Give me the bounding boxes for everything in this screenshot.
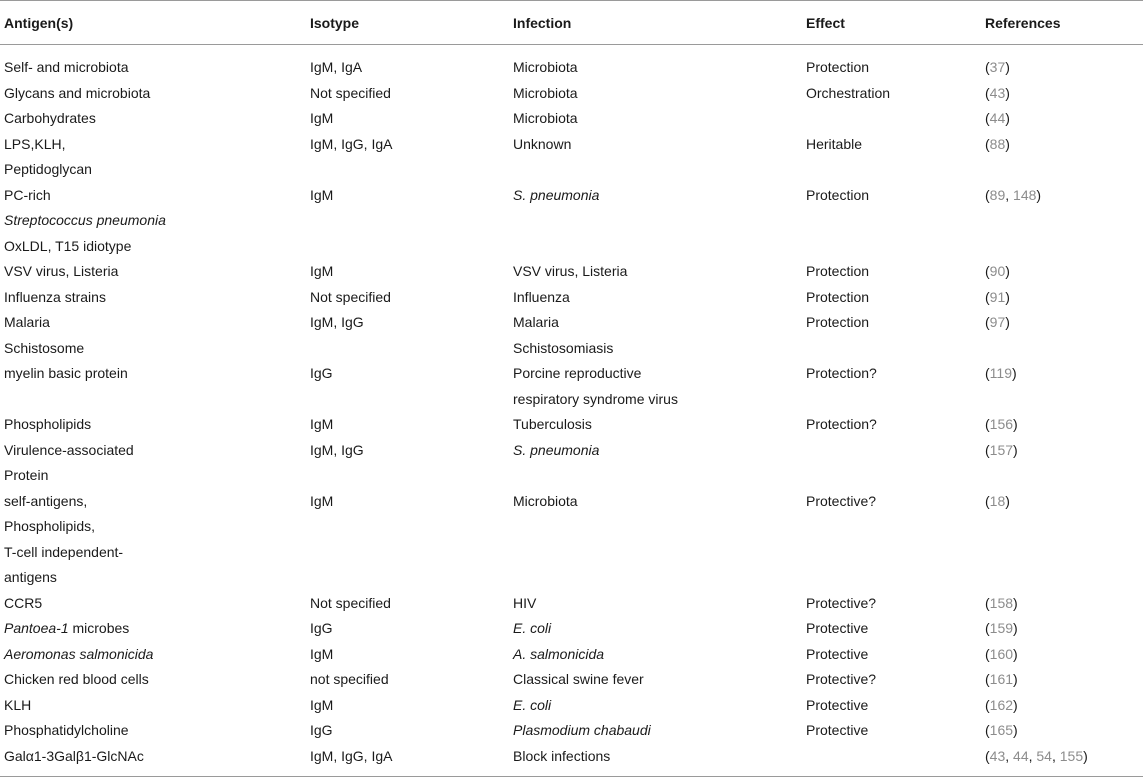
cell-infection — [509, 744, 802, 777]
cell-infection — [509, 132, 802, 183]
antigen-line: VSV virus, Listeria — [4, 263, 119, 279]
reference-link[interactable]: 155 — [1059, 747, 1084, 764]
antigen-line: Glycans and microbiota — [4, 84, 151, 101]
cell-antigen — [0, 718, 306, 744]
infection-line: VSV virus, Listeria — [513, 263, 628, 279]
reference-link[interactable]: 119 — [989, 365, 1012, 381]
cell-antigen — [0, 591, 306, 617]
cell-effect: Protection — [806, 186, 870, 203]
reference-link[interactable]: 90 — [989, 263, 1006, 279]
reference-link[interactable]: 160 — [989, 645, 1014, 662]
cell-antigen — [0, 285, 306, 311]
antigen-line: KLH — [4, 696, 32, 713]
antigen-line: Galα1-3Galβ1-GlcNAc — [4, 747, 144, 764]
antigen-line: T-cell independent- — [4, 543, 124, 560]
antigen-line: Protein — [4, 467, 49, 483]
cell-infection — [509, 81, 802, 107]
infection-line: A. salmonicida — [513, 645, 605, 662]
infection-line: Plasmodium chabaudi — [513, 722, 651, 738]
table-header — [0, 1, 1143, 45]
antigen-line: Streptococcus pneumonia — [4, 212, 166, 228]
cell-isotype: Not specified — [310, 288, 391, 305]
cell-effect: Protective? — [806, 671, 877, 687]
infection-line: Block infections — [513, 747, 611, 764]
cell-antigen — [0, 81, 306, 107]
cell-infection — [509, 489, 802, 591]
reference-link[interactable]: 91 — [989, 288, 1006, 305]
reference-link[interactable]: 97 — [989, 314, 1006, 330]
header-row — [0, 1, 1143, 45]
cell-references: (158) — [985, 594, 1018, 611]
cell-effect: Protection? — [806, 416, 877, 432]
antigen-line: Carbohydrates — [4, 110, 96, 126]
cell-effect: Protective — [806, 722, 869, 738]
cell-infection — [509, 285, 802, 311]
table-row — [0, 285, 1143, 311]
reference-link[interactable]: 162 — [989, 696, 1014, 713]
antigen-line: Aeromonas salmonicida — [4, 645, 154, 662]
cell-isotype: IgM, IgG — [310, 314, 364, 330]
cell-isotype: IgG — [310, 620, 333, 636]
cell-antigen — [0, 132, 306, 183]
antigen-line: myelin basic protein — [4, 365, 128, 381]
cell-isotype: IgM — [310, 645, 334, 662]
antigen-line: Phospholipids — [4, 416, 92, 432]
infection-line: Malaria — [513, 314, 559, 330]
cell-isotype: Not specified — [310, 594, 391, 611]
header-antigens: Antigen(s) — [0, 1, 306, 45]
header-references: References — [981, 1, 1143, 45]
table-row — [0, 438, 1143, 489]
cell-infection — [509, 183, 802, 260]
reference-link[interactable]: 43 — [989, 84, 1006, 101]
infection-line: E. coli — [513, 696, 552, 713]
cell-isotype: IgG — [310, 365, 333, 381]
cell-isotype: IgM, IgA — [310, 59, 363, 75]
infection-line: Tuberculosis — [513, 416, 592, 432]
antigen-line: Chicken red blood cells — [4, 671, 149, 687]
cell-antigen — [0, 438, 306, 489]
table-row — [0, 616, 1143, 642]
infection-line: E. coli — [513, 620, 552, 636]
reference-link[interactable]: 159 — [989, 620, 1014, 636]
cell-effect: Protection — [806, 59, 870, 75]
cell-references: (156) — [985, 416, 1018, 432]
cell-antigen — [0, 667, 306, 693]
table-row — [0, 45, 1143, 81]
cell-effect: Protective? — [806, 594, 877, 611]
cell-antigen — [0, 693, 306, 719]
cell-antigen — [0, 310, 306, 361]
infection-line: Influenza — [513, 288, 570, 305]
infection-line: respiratory syndrome virus — [513, 390, 678, 407]
cell-infection — [509, 667, 802, 693]
cell-antigen — [0, 489, 306, 591]
cell-antigen — [0, 259, 306, 285]
table-row — [0, 642, 1143, 668]
reference-link[interactable]: 165 — [989, 722, 1014, 738]
cell-infection — [509, 361, 802, 412]
table-row — [0, 412, 1143, 438]
cell-references: (91) — [985, 288, 1010, 305]
antigen-line: PC-rich — [4, 186, 51, 203]
cell-isotype: IgM — [310, 186, 334, 203]
cell-effect — [802, 438, 981, 489]
antigen-line: OxLDL, T15 idiotype — [4, 237, 132, 254]
table-row — [0, 183, 1143, 260]
cell-references: (43, 44, 54, 155) — [985, 747, 1088, 764]
cell-references: (162) — [985, 696, 1018, 713]
infection-line: S. pneumonia — [513, 441, 600, 458]
cell-references: (161) — [985, 671, 1018, 687]
table-row — [0, 106, 1143, 132]
reference-link[interactable]: 158 — [989, 594, 1014, 611]
reference-link[interactable]: 43 — [989, 747, 1006, 764]
table-row — [0, 667, 1143, 693]
cell-isotype: Not specified — [310, 84, 391, 101]
cell-effect — [802, 744, 981, 777]
cell-antigen — [0, 642, 306, 668]
cell-references: (43) — [985, 84, 1010, 101]
reference-link[interactable]: 44 — [989, 110, 1006, 126]
cell-isotype: IgM — [310, 696, 334, 713]
reference-link[interactable]: 54 — [1036, 747, 1052, 764]
cell-effect: Protection? — [806, 365, 877, 381]
cell-infection — [509, 45, 802, 81]
cell-references: (160) — [985, 645, 1018, 662]
cell-infection — [509, 693, 802, 719]
antigen-line: Phospholipids, — [4, 518, 96, 534]
antigen-line: Phosphatidylcholine — [4, 722, 129, 738]
infection-line: HIV — [513, 594, 537, 611]
cell-references: (37) — [985, 59, 1010, 75]
cell-antigen — [0, 412, 306, 438]
cell-infection — [509, 616, 802, 642]
infection-line: Porcine reproductive — [513, 365, 642, 381]
cell-effect: Protective — [806, 620, 869, 636]
cell-isotype: IgM — [310, 416, 334, 432]
reference-link[interactable]: 44 — [1013, 747, 1029, 764]
table-row — [0, 489, 1143, 591]
infection-line: Microbiota — [513, 492, 578, 509]
cell-effect: Protection — [806, 288, 870, 305]
cell-antigen — [0, 106, 306, 132]
cell-isotype: IgM — [310, 263, 334, 279]
table-row — [0, 591, 1143, 617]
reference-link[interactable]: 157 — [989, 441, 1014, 458]
infection-line: Unknown — [513, 135, 572, 152]
cell-antigen — [0, 744, 306, 777]
cell-isotype: IgM, IgG, IgA — [310, 747, 393, 764]
header-infection: Infection — [509, 1, 802, 45]
cell-infection — [509, 310, 802, 361]
cell-references: (89, 148) — [985, 186, 1042, 203]
reference-link[interactable]: 18 — [989, 492, 1006, 509]
cell-antigen — [0, 616, 306, 642]
cell-antigen — [0, 45, 306, 81]
antigen-line: Self- and microbiota — [4, 59, 129, 75]
reference-link[interactable]: 37 — [989, 59, 1006, 75]
cell-references: (119) — [985, 365, 1017, 381]
cell-isotype: IgM, IgG — [310, 441, 364, 458]
header-effect: Effect — [802, 1, 981, 45]
cell-effect: Protection — [806, 314, 870, 330]
infection-line: S. pneumonia — [513, 186, 600, 203]
antigen-line: Virulence-associated — [4, 441, 134, 458]
cell-antigen — [0, 183, 306, 260]
cell-effect: Protection — [806, 263, 870, 279]
cell-isotype: IgG — [310, 722, 333, 738]
antigen-line: Influenza strains — [4, 288, 106, 305]
cell-infection — [509, 259, 802, 285]
cell-isotype: IgM — [310, 110, 334, 126]
infection-line: Schistosomiasis — [513, 339, 614, 356]
cell-references: (165) — [985, 722, 1018, 738]
cell-isotype: IgM — [310, 492, 334, 509]
cell-references: (157) — [985, 441, 1018, 458]
cell-references: (88) — [985, 135, 1010, 152]
cell-effect: Orchestration — [806, 84, 891, 101]
header-isotype: Isotype — [306, 1, 509, 45]
table-row — [0, 693, 1143, 719]
table-body — [0, 45, 1143, 777]
cell-infection — [509, 438, 802, 489]
cell-references: (44) — [985, 110, 1010, 126]
infection-line: Microbiota — [513, 84, 578, 101]
reference-link[interactable]: 161 — [989, 671, 1014, 687]
cell-infection — [509, 412, 802, 438]
infection-line: Microbiota — [513, 59, 578, 75]
cell-infection — [509, 718, 802, 744]
cell-isotype: not specified — [310, 671, 389, 687]
cell-infection — [509, 591, 802, 617]
antigen-line: CCR5 — [4, 594, 43, 611]
antigen-line: antigens — [4, 569, 57, 585]
cell-references: (90) — [985, 263, 1010, 279]
table-row — [0, 132, 1143, 183]
cell-infection — [509, 642, 802, 668]
cell-references: (159) — [985, 620, 1018, 636]
antigen-line: LPS,KLH, — [4, 135, 66, 152]
cell-effect: Heritable — [806, 135, 863, 152]
table-row — [0, 361, 1143, 412]
cell-isotype: IgM, IgG, IgA — [310, 135, 393, 152]
infection-line: Classical swine fever — [513, 671, 644, 687]
cell-effect: Protective — [806, 645, 869, 662]
antigen-line: self-antigens, — [4, 492, 88, 509]
reference-link[interactable]: 148 — [1013, 186, 1037, 203]
antigen-line: Malaria — [4, 314, 50, 330]
table-row — [0, 259, 1143, 285]
antigen-line: Schistosome — [4, 339, 85, 356]
antigen-line: Peptidoglycan — [4, 161, 92, 177]
table-row — [0, 744, 1143, 777]
cell-effect — [802, 106, 981, 132]
infection-line: Microbiota — [513, 110, 578, 126]
table-row — [0, 718, 1143, 744]
cell-antigen — [0, 361, 306, 412]
cell-infection — [509, 106, 802, 132]
table-row — [0, 310, 1143, 361]
antigen-line: Pantoea-1 microbes — [4, 620, 130, 636]
cell-effect: Protective — [806, 696, 869, 713]
reference-link[interactable]: 89 — [989, 186, 1006, 203]
reference-link[interactable]: 88 — [989, 135, 1006, 152]
cell-references: (97) — [985, 314, 1010, 330]
cell-references: (18) — [985, 492, 1010, 509]
cell-effect: Protective? — [806, 492, 877, 509]
table-row — [0, 81, 1143, 107]
reference-link[interactable]: 156 — [989, 416, 1014, 432]
